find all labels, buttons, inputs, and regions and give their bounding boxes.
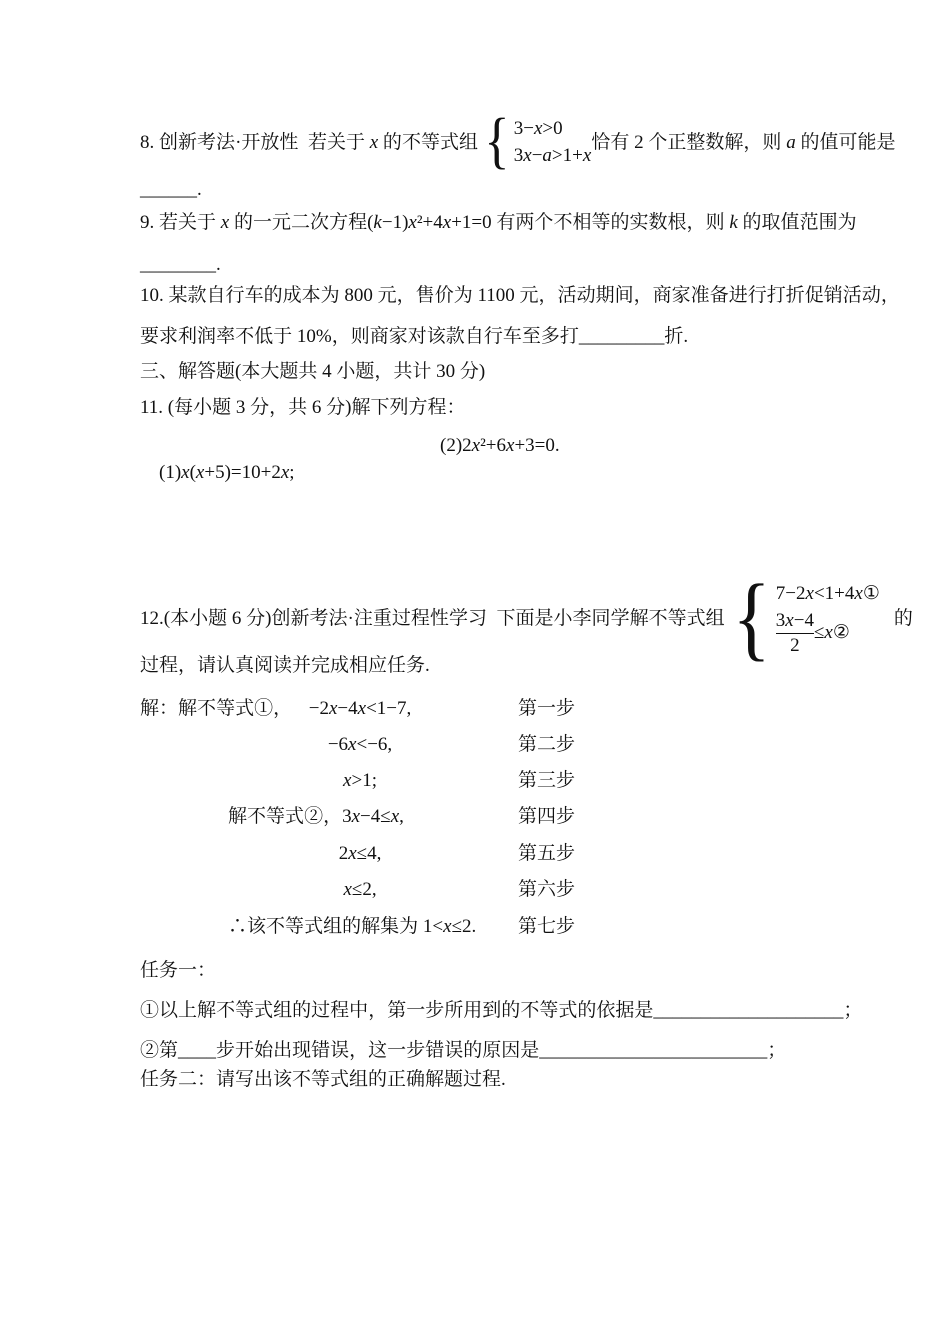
step-label: 第一步 bbox=[518, 698, 576, 719]
question-10-line2: 要求利润率不低于 10%，则商家对该款自行车至多打_________折. bbox=[140, 326, 689, 347]
step-lead: 解不等式②，3x−4≤x, bbox=[228, 806, 404, 827]
solution-step-1 bbox=[140, 695, 850, 725]
step-label: 第七步 bbox=[518, 916, 576, 937]
q12-stem-line2: 过程，请认真阅读并完成相应任务. bbox=[140, 655, 430, 676]
q8-answer-blank: ______. bbox=[140, 179, 202, 200]
step-equation: −6x<−6, bbox=[327, 734, 393, 755]
left-brace: { bbox=[484, 107, 510, 176]
q12-text-suffix: 的 bbox=[893, 607, 913, 629]
step-lead: ∴该不等式组的解集为 1<x≤2. bbox=[228, 916, 477, 937]
task-2: 任务二：请写出该不等式组的正确解题过程. bbox=[140, 1069, 506, 1090]
q12-text-prefix: 12.(本小题 6 分)创新考法·注重过程性学习 下面是小李同学解不等式组 bbox=[140, 607, 725, 629]
task-1-item-2: ②第____步开始出现错误，这一步错误的原因是________________________； bbox=[140, 1040, 787, 1061]
solution-step-7 bbox=[140, 913, 850, 943]
q8-text-prefix: 8. 创新考法·开放性 若关于 x 的不等式组 bbox=[140, 131, 478, 153]
question-10-line1: 10. 某款自行车的成本为 800 元，售价为 1100 元，活动期间，商家准备进行打折促销活动， bbox=[140, 285, 900, 306]
q8-inequality-system bbox=[478, 107, 592, 176]
step-label: 第六步 bbox=[518, 879, 576, 900]
question-11-parts bbox=[140, 432, 850, 540]
task-1-item-1: ①以上解不等式组的过程中，第一步所用到的不等式的依据是____________________； bbox=[140, 1000, 863, 1021]
step-label: 第五步 bbox=[518, 843, 576, 864]
step-label: 第四步 bbox=[518, 806, 576, 827]
solution-step-2 bbox=[140, 731, 850, 761]
question-8 bbox=[140, 107, 896, 176]
task-1-title: 任务一： bbox=[140, 960, 217, 981]
step-equation: x≤2, bbox=[343, 879, 377, 900]
step-label: 第三步 bbox=[518, 770, 576, 791]
fraction-numerator: 3x−4 bbox=[775, 609, 814, 631]
step-lead: 解：解不等式①， bbox=[140, 698, 293, 719]
q8-text-suffix: 恰有 2 个正整数解，则 a 的值可能是 bbox=[591, 131, 896, 153]
solution-step-6 bbox=[140, 876, 850, 906]
q12-inequality-1: 7−2x<1+4x① bbox=[775, 582, 880, 604]
q8-inequality-2: 3x−a>1+x bbox=[513, 144, 592, 166]
section-3-header: 三、解答题(本大题共 4 小题，共计 30 分) bbox=[140, 361, 486, 382]
solution-step-4 bbox=[140, 803, 850, 833]
q12-inequality-system bbox=[725, 565, 880, 670]
q11-part2: (2)2x²+6x+3=0. bbox=[440, 435, 560, 456]
question-11-title: 11. (每小题 3 分，共 6 分)解下列方程： bbox=[140, 397, 466, 418]
solution-step-5 bbox=[140, 840, 850, 870]
solution-step-3 bbox=[140, 767, 850, 797]
q9-answer-blank: ________. bbox=[140, 254, 221, 275]
step-equation: x>1; bbox=[343, 770, 377, 791]
fraction bbox=[776, 609, 814, 658]
step-equation: 2x≤4, bbox=[338, 843, 382, 864]
step-equation: −2x−4x<1−7, bbox=[308, 698, 412, 719]
q11-part1: (1)x(x+5)=10+2x; bbox=[159, 462, 295, 483]
q12-inequality-2 bbox=[776, 609, 880, 658]
fraction-denominator: 2 bbox=[776, 633, 814, 658]
question-9: 9. 若关于 x 的一元二次方程(k−1)x²+4x+1=0 有两个不相等的实数根，则 k 的取值范围为 bbox=[140, 212, 857, 233]
q12-inequality-2-rest: ≤x② bbox=[813, 622, 850, 643]
left-brace: { bbox=[732, 565, 771, 670]
step-label: 第二步 bbox=[518, 734, 576, 755]
q8-inequality-1: 3−x>0 bbox=[513, 117, 563, 139]
